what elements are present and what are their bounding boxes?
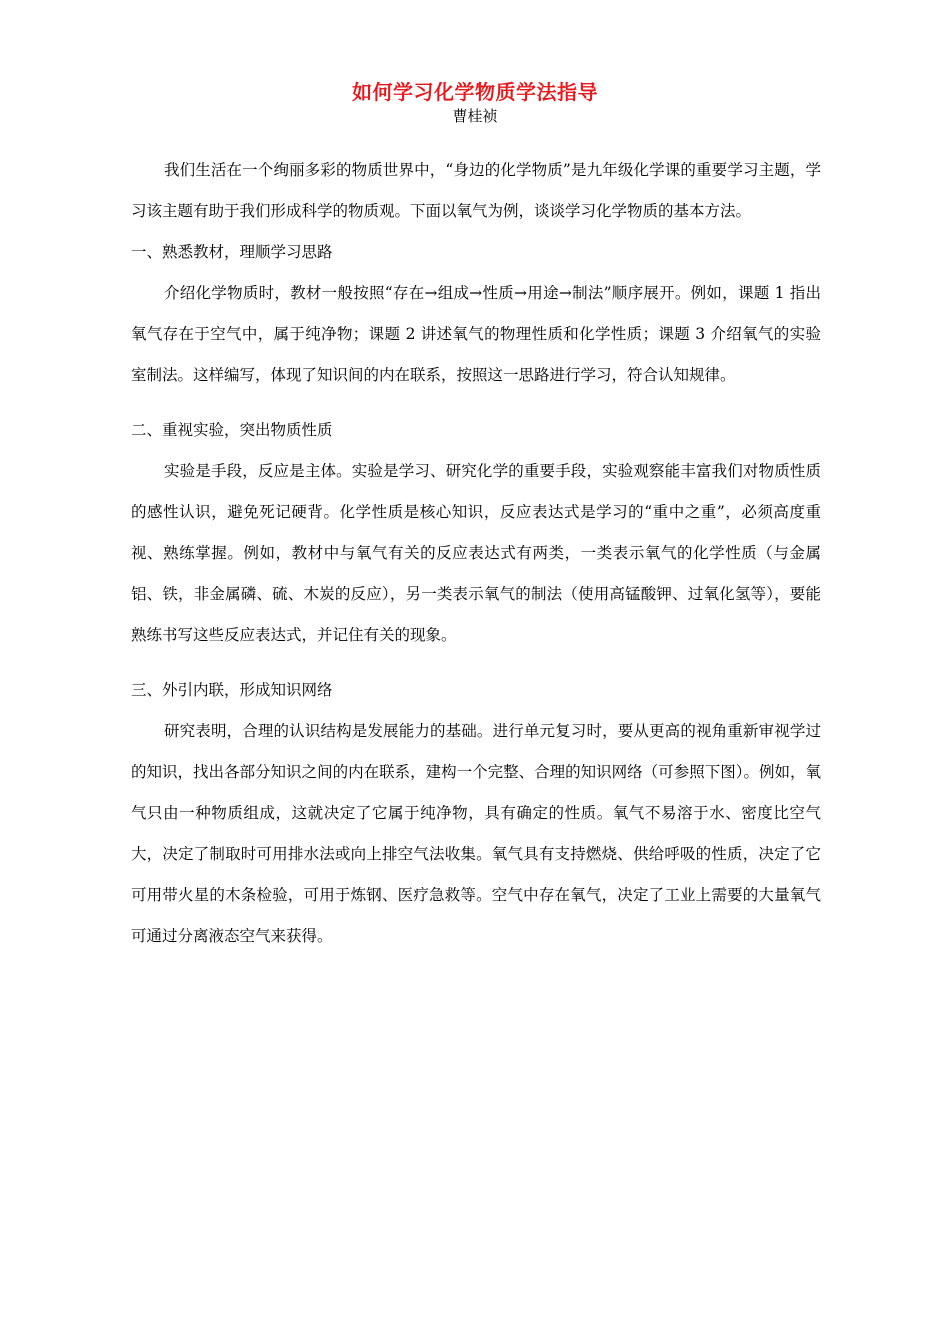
document-author: 曹桂祯 [452, 107, 498, 125]
section-3-paragraph: 研究表明，合理的认识结构是发展能力的基础。进行单元复习时，要从更高的视角重新审视学过的知识，找出各部分知识之间的内在联系，建构一个完整、合理的知识网络（可参照下图）。例如，氧气只由一种物质组成，这就决定了它属于纯净物，具有确定的性质。氧气不易溶于水、密度比空气大，决定了制取时可用排水法或向上排空气法收集。氧气具有支持燃烧、供给呼吸的性质，决定了它可用带火星的木条检验，可用于炼钢、医疗急救等。空气中存在氧气，决定了工业上需要的大量氧气可通过分离液态空气来获得。 [131, 722, 821, 945]
document-title: 如何学习化学物质学法指导 [352, 80, 598, 104]
section-spacer [131, 396, 821, 410]
section-2-heading: 二、重视实验，突出物质性质 [131, 421, 333, 439]
section-2-paragraph: 实验是手段，反应是主体。实验是学习、研究化学的重要手段，实验观察能丰富我们对物质性质的感性认识，避免死记硬背。化学性质是核心知识，反应表达式是学习的“重中之重”，必须高度重视、熟练掌握。例如，教材中与氧气有关的反应表达式有两类，一类表示氧气的化学性质（与金属铝、铁，非金属磷、硫、木炭的反应），另一类表示氧气的制法（使用高锰酸钾、过氧化氢等），要能熟练书写这些反应表达式，并记住有关的现象。 [131, 462, 821, 644]
section-1-heading: 一、熟悉教材，理顺学习思路 [131, 243, 333, 261]
document-body [131, 150, 821, 957]
intro-paragraph: 我们生活在一个绚丽多彩的物质世界中，“身边的化学物质”是九年级化学课的重要学习主题，学习该主题有助于我们形成科学的物质观。下面以氧气为例，谈谈学习化学物质的基本方法。 [131, 161, 821, 220]
section-spacer [131, 656, 821, 670]
section-3-heading: 三、外引内联，形成知识网络 [131, 681, 333, 699]
section-1-paragraph: 介绍化学物质时，教材一般按照“存在→组成→性质→用途→制法”顺序展开。例如，课题 1 指出氧气存在于空气中，属于纯净物；课题 2 讲述氧气的物理性质和化学性质；课题 3 介绍氧气的实验室制法。这样编写，体现了知识间的内在联系，按照这一思路进行学习，符合认知规律。 [131, 284, 822, 384]
